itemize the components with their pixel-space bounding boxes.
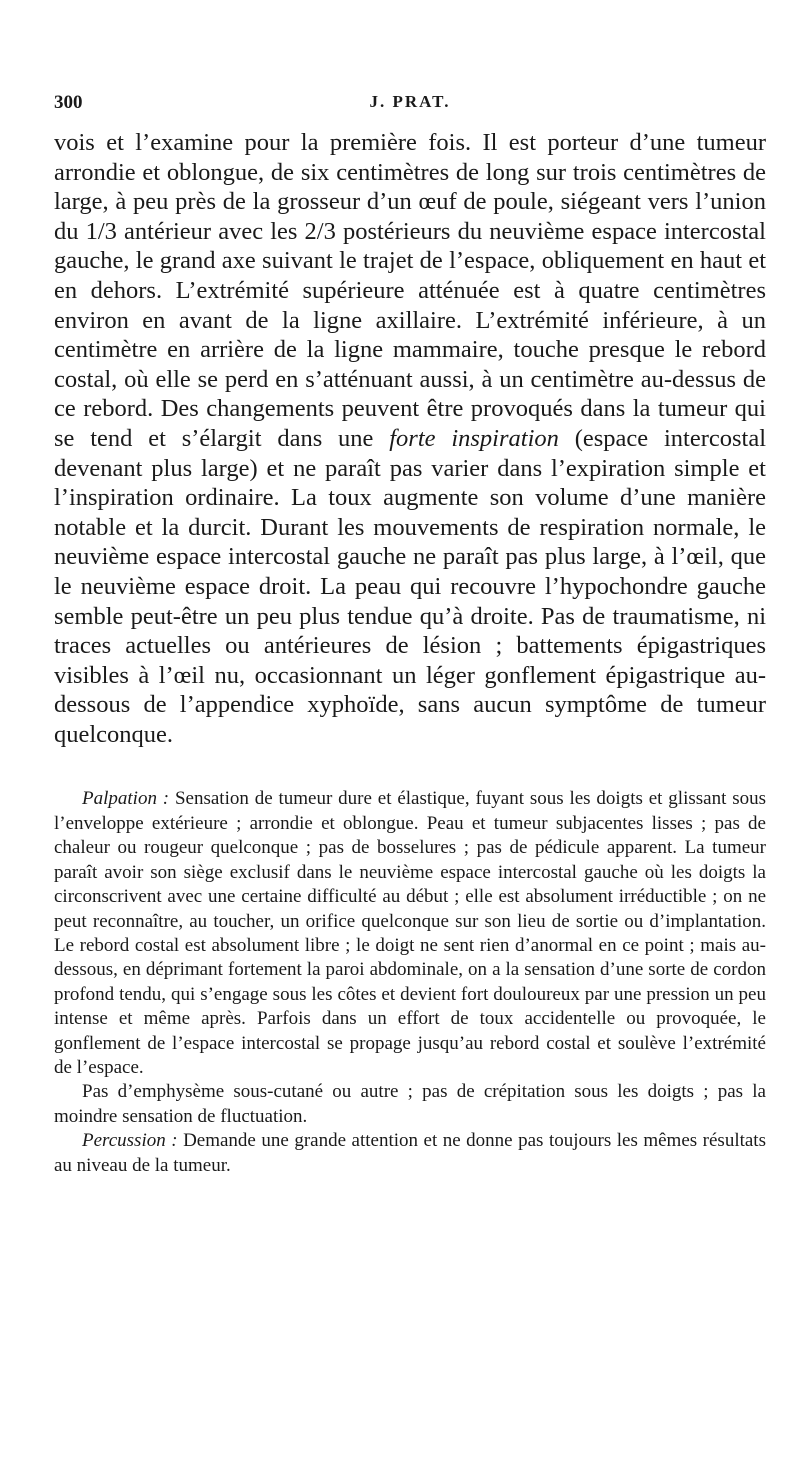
palpation-text: Sensation de tumeur dure et élastique, fuyant sous les doigts et glissant sous l’enveloppe extérieure ; arrondie et oblongue. Peau et tumeur subjacentes lisses ; pas de chaleur ou rougeur quelconque ; pas de bosselures ; pas de pédicule apparent. La tumeur paraît avoir son siège exclusif dans le neuvième espace intercostal gauche où les doigts la circonscrivent avec une certaine difficulté au début ; elle est absolument irréductible ; on ne peut reconnaître, au toucher, un orifice quelconque sur son lieu de sortie ou d’implantation. Le rebord costal est absolument libre ; le doigt ne sent rien d’anormal en ce point ; mais au-dessous, en déprimant fortement la paroi abdominale, on a la sensation d’une sorte de cordon profond tendu, qui s’engage sous les côtes et devient fort douloureux par une pression un peu intense et même après. Parfois dans un effort de toux accidentelle ou provoquée, le gonflement de l’espace intercostal se propage jusqu’au rebord costal et soulève l’extrémité de l’espace. bbox=[54, 788, 766, 1078]
percussion-text: Demande une grande attention et ne donne pas toujours les mêmes résultats au niveau de la tumeur. bbox=[54, 1130, 766, 1176]
paragraph-text: vois et l’examine pour la première fois. Il est porteur d’une tumeur arrondie et oblongue, de six centimètres de long sur trois centimètres de large, à peu près de la grosseur d’un œuf de poule, siégeant vers l’union du 1/3 antérieur avec les 2/3 postérieurs du neuvième espace intercostal gauche, le grand axe suivant le trajet de l’espace, obliquement en haut et en dehors. L’extrémité supérieure atténuée est à quatre centimètres environ en avant de la ligne axillaire. L’extrémité inférieure, à un centimètre en arrière de la ligne mammaire, touche presque le rebord costal, où elle se perd en s’atténuant aussi, à un centimètre au-dessus de ce rebord. Des changements peuvent être provoqués dans la tumeur qui se tend et s’élargit dans une bbox=[54, 129, 766, 452]
book-page bbox=[54, 92, 766, 1178]
palpation-note bbox=[54, 787, 766, 1080]
percussion-heading: Percussion : bbox=[82, 1130, 178, 1152]
paragraph bbox=[54, 128, 766, 749]
emphysema-text: Pas d’emphysème sous-cutané ou autre ; pas de crépitation sous les doigts ; pas la moindre sensation de fluctuation. bbox=[54, 1081, 766, 1127]
paragraph-text-continued: (espace intercostal devenant plus large) et ne paraît pas varier dans l’expiration simple et l’inspiration ordinaire. La toux augmente son volume d’une manière notable et la durcit. Durant les mouvements de respiration normale, le neuvième espace intercostal gauche ne paraît pas plus large, à l’œil, que le neuvième espace droit. La peau qui recouvre l’hypochondre gauche semble peut-être un peu plus tendue qu’à droite. Pas de traumatisme, ni traces actuelles ou antérieures de lésion ; battements épigastriques visibles à l’œil nu, occasionnant un léger gonflement épigastrique au-dessous de l’appendice xyphoïde, sans aucun symptôme de tumeur quelconque. bbox=[54, 424, 766, 748]
palpation-heading: Palpation : bbox=[82, 788, 170, 810]
emphysema-note bbox=[54, 1080, 766, 1129]
running-title: J. PRAT. bbox=[369, 92, 451, 111]
page-number: 300 bbox=[54, 92, 83, 113]
running-head bbox=[54, 92, 766, 128]
clinical-notes bbox=[54, 787, 766, 1178]
main-text bbox=[54, 128, 766, 749]
emphasis-text: forte inspiration bbox=[389, 424, 559, 452]
percussion-note bbox=[54, 1129, 766, 1178]
